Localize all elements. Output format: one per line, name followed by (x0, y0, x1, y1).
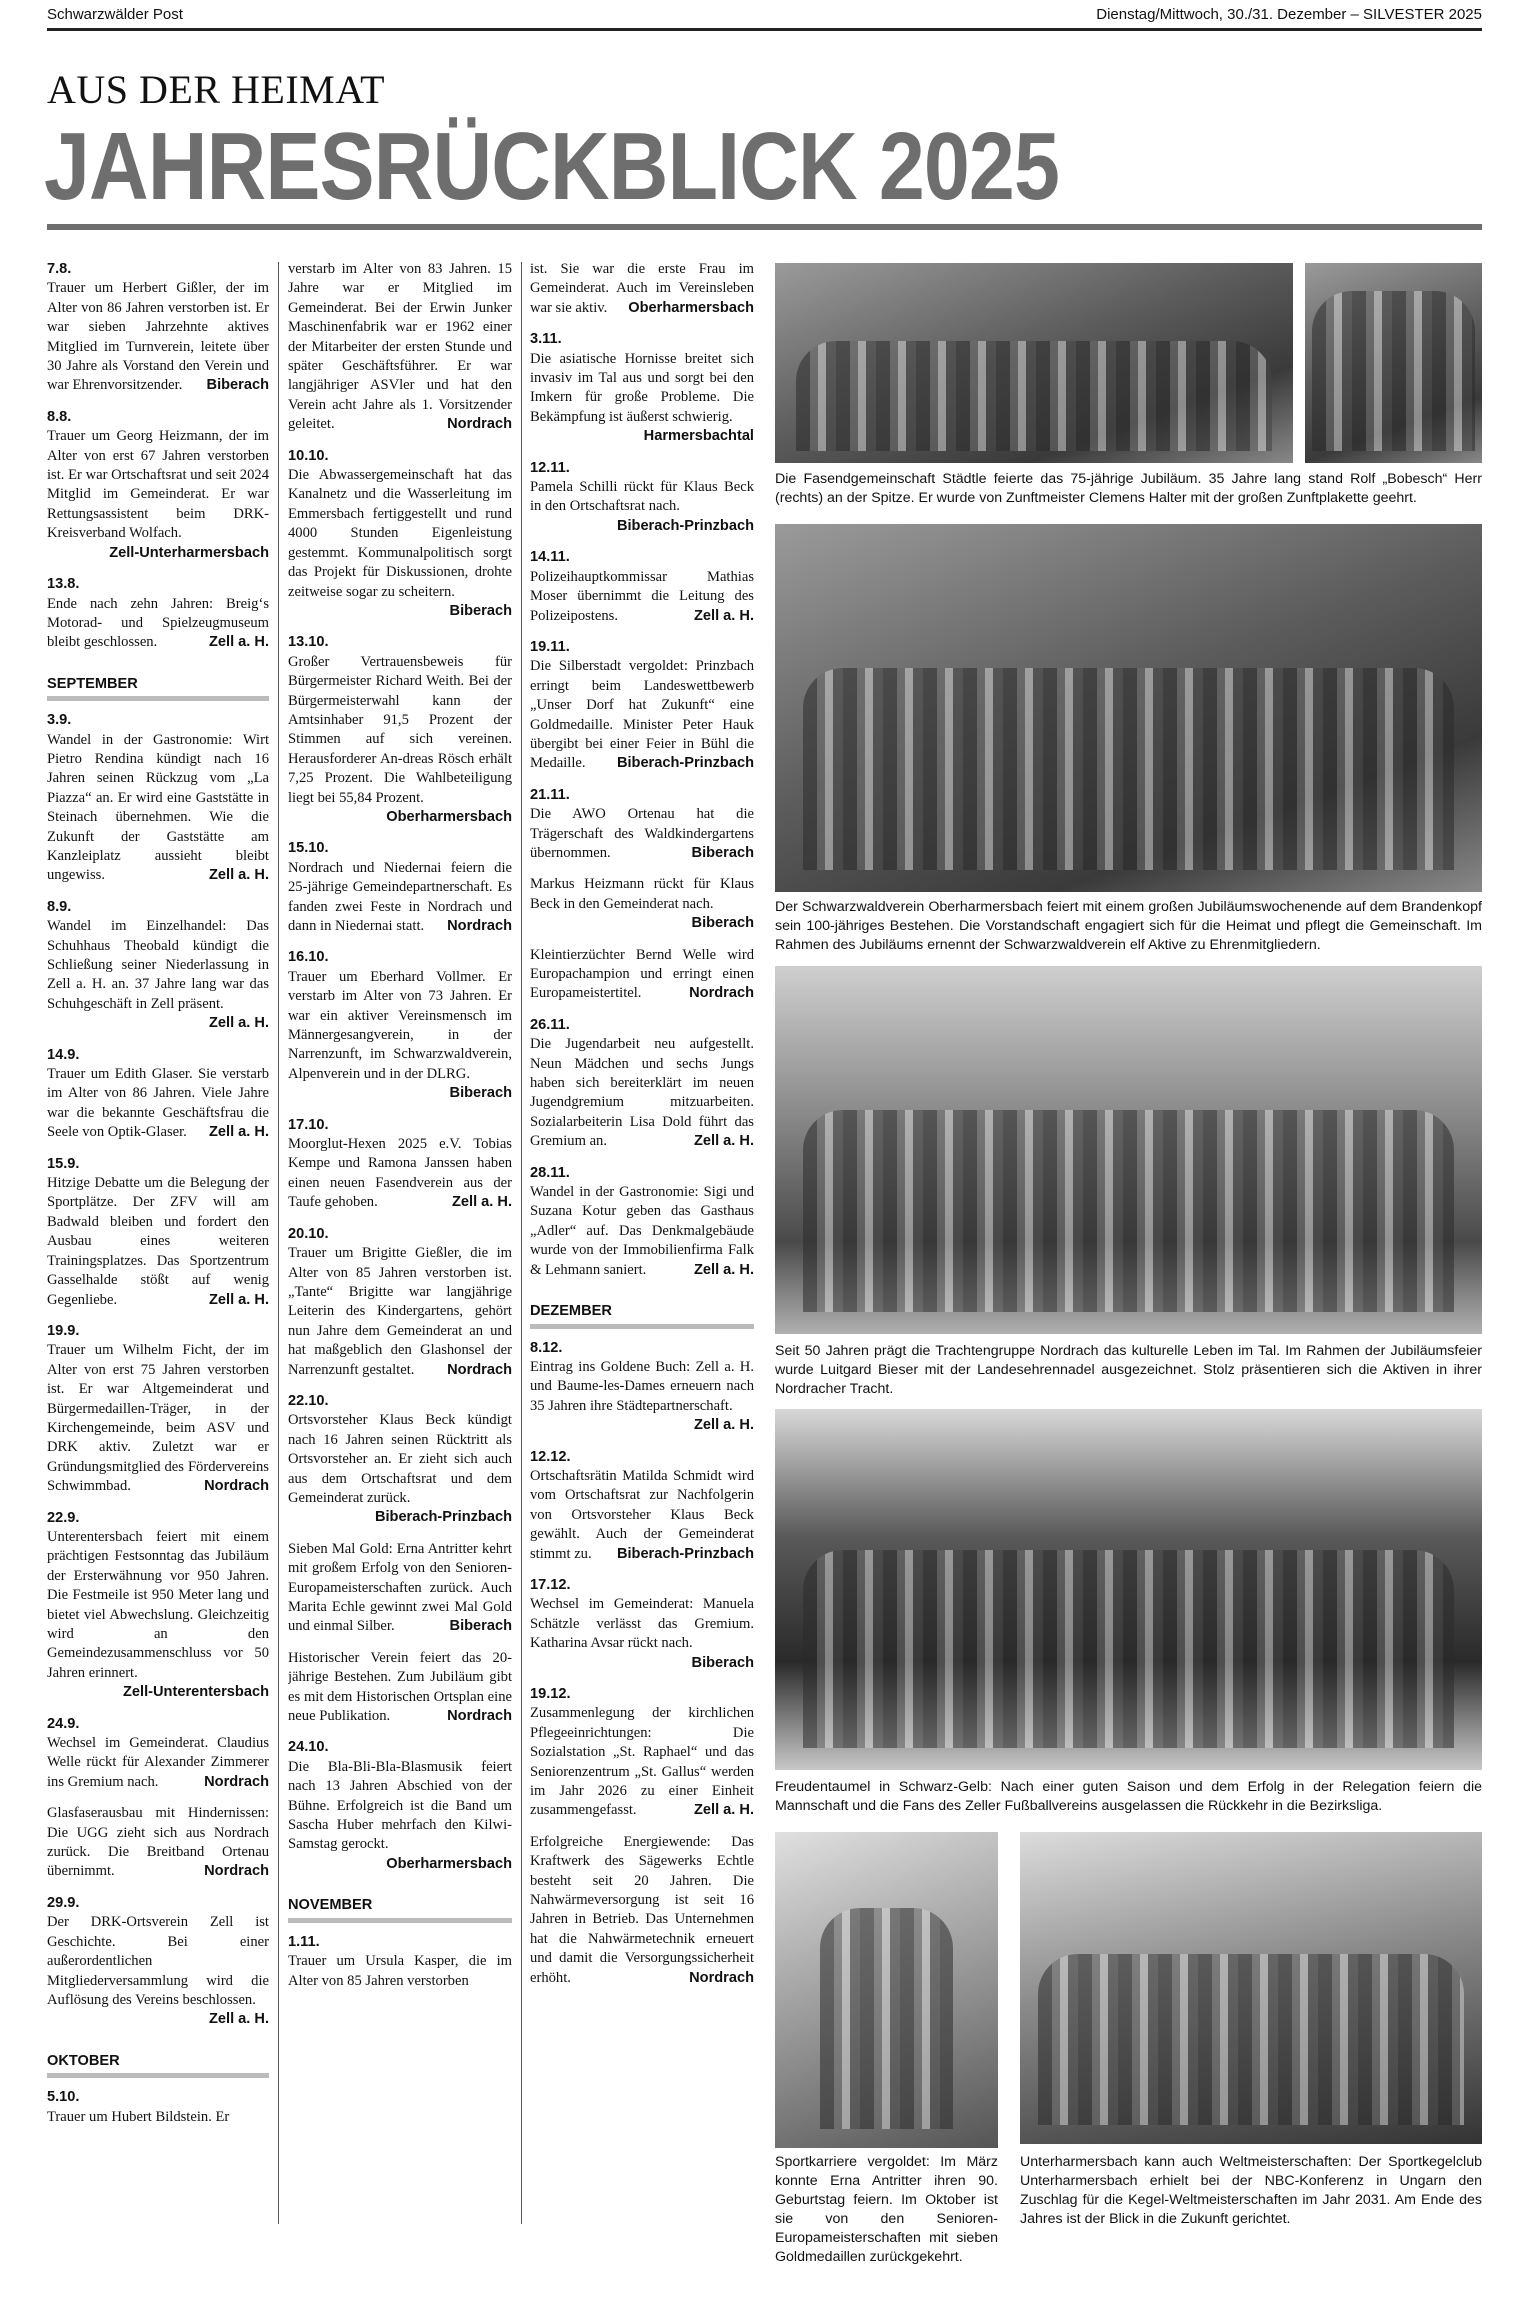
month-heading: SEPTEMBER (47, 675, 269, 701)
news-entry (47, 1509, 269, 1703)
news-entry (530, 260, 754, 318)
entry-place: Biberach (691, 915, 754, 932)
entry-text: Trauer um Hubert Bildstein. Er (47, 2108, 230, 2125)
caption-tracht: Seit 50 Jahren prägt die Trachtengruppe Nordrach das kulturelle Leben im Tal. Im Rahmen der Jubiläumsfeier wurde Luitgard Bieser mit der Landesehrennadel ausgezeichnet. Stolz präsentieren sich die Aktiven in ihrer Nordracher Tracht. (775, 1343, 1482, 1397)
entry-text: Trauer um Wilhelm Ficht, der im Alter von erst 75 Jahren verstorben ist. Er war Altgemeinderat und Bürgermedaillen-Träger, in der Kirchengemeinde, beim ASV und DRK aktiv. Zuletzt war er Gründungsmitglied des Fördervereins Schwimmbad. (47, 1342, 269, 1495)
caption-kegel: Unterharmersbach kann auch Weltmeisterschaften: Der Sportkegelclub Unterharmersbach erhielt bei der NBC-Konferenz in Ungarn den Zuschlag für die Kegel-Weltmeisterschaften im Jahr 2031. Am Ende des Jahres ist der Blick in die Zukunft gerichtet. (1020, 2154, 1482, 2227)
entry-place: Harmersbachtal (643, 428, 754, 445)
photo-trachtengruppe (775, 966, 1482, 1334)
photo-kegelclub (1020, 1832, 1482, 2144)
entry-date: 14.11. (530, 549, 570, 566)
entry-date: 12.11. (530, 459, 570, 476)
news-entry (47, 1322, 269, 1497)
entry-text: Trauer um Eberhard Vollmer. Er verstarb im Alter von 73 Jahren. Er war ein aktiver Vereinsmensch im Männergesangverein, in der Narrenzunft, im Schwarzwaldverein, Alpenverein und in der DLRG. (288, 968, 512, 1082)
text-column-2 (288, 260, 512, 2225)
entry-text: Wandel im Einzelhandel: Das Schuhhaus Theobald kündigt die Schließung seiner Niederlassung in Zell a. H. an. 37 Jahre lang war das Schuhgeschäft in Zell präsent. (47, 918, 269, 1012)
news-entry (47, 1894, 269, 2030)
photo-rolf-herr (1305, 263, 1482, 463)
news-entry (530, 875, 754, 933)
news-entry (47, 1715, 269, 1793)
entry-date: 1.11. (288, 1933, 320, 1950)
entry-date: 26.11. (530, 1016, 570, 1033)
entry-place: Zell a. H. (208, 2011, 269, 2028)
page-header (47, 6, 1482, 31)
entry-text: Trauer um Edith Glaser. Sie verstarb im Alter von 86 Jahren. Viele Jahre war die bekannte Geschäftsfrau die Seele von Optik-Glaser. (47, 1066, 269, 1141)
entry-place: Nordrach (447, 1361, 512, 1378)
entry-date: 28.11. (530, 1164, 570, 1181)
entry-text: Die Silberstadt vergoldet: Prinzbach erringt beim Landeswettbewerb „Unser Dorf hat Zukunft“ eine Goldmedaille. Minister Peter Hauk übergibt bei einer Feier in Bühl die Medaille. (530, 658, 754, 772)
photo-schwarzwaldverein (775, 524, 1482, 892)
news-entry (530, 946, 754, 1004)
news-entry (530, 548, 754, 626)
entry-place: Oberharmersbach (386, 1855, 512, 1872)
caption-fasend: Die Fasendgemeinschaft Städtle feierte das 75-jährige Jubiläum. 35 Jahre lang stand Rolf „Bobesch“ Herr (rechts) an der Spitze. Er wurde von Zunftmeister Clemens Halter mit der großen Zunftplakette geehrt. (775, 471, 1482, 506)
entry-text: Unterentersbach feiert mit einem prächtigen Festsonntag das Jubiläum der Ersterwähnung vor 950 Jahren. Die Festmeile ist 950 Meter lang und bietet viel Abwechslung. Gleichzeitig wird an den Gemeindezusammenschluss vor 50 Jahren erinnert. (47, 1528, 269, 1681)
entry-date: 13.10. (288, 634, 329, 651)
entry-place: Nordrach (204, 1773, 269, 1790)
column-divider (278, 262, 279, 2224)
entry-date: 21.11. (530, 786, 570, 803)
entry-place: Biberach (691, 1654, 754, 1671)
news-entry (288, 1225, 512, 1380)
entry-date: 16.10. (288, 949, 329, 966)
news-entry (47, 898, 269, 1034)
entry-place: Nordrach (204, 1863, 269, 1880)
entry-place: Biberach-Prinzbach (616, 517, 754, 534)
entry-place: Biberach (449, 1085, 512, 1102)
caption-fussball: Freudentaumel in Schwarz-Gelb: Nach einer guten Saison und dem Erfolg in der Relegation feiern die Mannschaft und die Fans des Zeller Fußballvereins ausgelassen die Rückkehr in die Bezirksliga. (775, 1779, 1482, 1814)
entry-text: Eintrag ins Goldene Buch: Zell a. H. und Baume-les-Dames erneuern nach 35 Jahren ihre Städtepartnerschaft. (530, 1358, 754, 1414)
entry-text: Der DRK-Ortsverein Zell ist Geschichte. Bei einer außerordentlichen Mitgliederversammlung wird die Auflösung des Vereins beschlossen. (47, 1914, 269, 2008)
news-entry (530, 1685, 754, 1821)
entry-place: Zell a. H. (451, 1194, 512, 1211)
news-entry (47, 260, 269, 396)
entry-place: Zell a. H. (693, 1417, 754, 1434)
news-entry (530, 1016, 754, 1152)
text-column-1 (47, 260, 269, 2225)
caption-antritter: Sportkarriere vergoldet: Im März konnte Erna Antritter ihren 90. Geburtstag feiern. Im Oktober ist sie von den Senioren-Europameisterschaften mit sieben Goldmedaillen zurückgekehrt. (775, 2154, 998, 2265)
entry-date: 24.9. (47, 1715, 80, 1732)
entry-date: 19.12. (530, 1686, 571, 1702)
entry-date: 12.12. (530, 1448, 571, 1465)
entry-date: 17.12. (530, 1576, 571, 1593)
entry-text: Moorglut-Hexen 2025 e.V. Tobias Kempe und Ramona Janssen haben einen neuen Fasendverein aus der Taufe gehoben. (288, 1136, 512, 1211)
entry-date: 20.10. (288, 1225, 329, 1242)
entry-text: Trauer um Herbert Gißler, der im Alter von 86 Jahren verstorben ist. Er war sieben Jahrzehnte aktives Mitglied im Turnverein, leitete über 30 Jahre als Vorstand den Verein und war Ehrenvorsitzender. (47, 280, 269, 394)
entry-text: Pamela Schilli rückt für Klaus Beck in den Ortschaftsrat nach. (530, 479, 754, 515)
entry-text: verstarb im Alter von 83 Jahren. 15 Jahre war er Mitglied im Gemeinderat. Bei der Erwin Junker Maschinenfabrik war er 1962 einer der Mitarbeiter der ersten Stunde und später Geschäftsführer. Er war langjähriger ASVler und hat den Verein acht Jahre als 1. Vorsitzender geleitet. (288, 261, 512, 433)
page-title: JAHRESRÜCKBLICK 2025 (44, 113, 1060, 220)
entry-place: Biberach-Prinzbach (616, 1545, 754, 1562)
news-entry (288, 447, 512, 622)
entry-date: 7.8. (47, 261, 72, 277)
entry-place: Nordrach (204, 1478, 269, 1495)
entry-text: Trauer um Georg Heizmann, der im Alter von erst 67 Jahren verstorben ist. Er war Ortschaftsrat und seit 2024 Mitglid im Gemeinderat. Er war Rettungsassistent beim DRK-Kreisverband Wolfach. (47, 428, 269, 542)
entry-text: Kleintierzüchter Bernd Welle wird Europachampion und erringt einen Europameistertitel. (530, 946, 754, 1002)
month-heading: NOVEMBER (288, 1896, 512, 1922)
entry-text: Nordrach und Niedernai feiern die 25-jährige Gemeindepartnerschaft. Es fanden zwei Feste in Nordrach und dann in Niedernai statt. (288, 859, 512, 934)
news-entry (47, 711, 269, 886)
entry-text: Die Jugendarbeit neu aufgestellt. Neun Mädchen und sechs Jungs haben sich bereiterklärt im neuen Jugendgremium mitzuarbeiten. Sozialarbeiterin Lisa Dold führt das Gremium an. (530, 1036, 754, 1150)
photo-fussballverein (775, 1409, 1482, 1770)
entry-text: Trauer um Brigitte Gießler, die im Alter von 85 Jahren verstorben ist. „Tante“ Brigitte war langjährige Leiterin des Kindergartens, gehört nun Jahre dem Gemeinderat an und hat maßgeblich den Glashonsel der Narrenzunft gestaltet. (288, 1245, 512, 1378)
entry-date: 22.9. (47, 1509, 80, 1526)
news-entry (288, 839, 512, 936)
news-entry (47, 1804, 269, 1882)
issue-date: Dienstag/Mittwoch, 30./31. Dezember – SILVESTER 2025 (1096, 6, 1482, 23)
entry-date: 3.9. (47, 712, 72, 729)
entry-text: Zusammenlegung der kirchlichen Pflegeeinrichtungen: Die Sozialstation „St. Raphael“ und das Seniorenzentrum „St. Gallus“ werden im Jahr 2026 zu einer Einheit zusammengefasst. (530, 1705, 754, 1819)
news-entry (288, 1540, 512, 1637)
entry-date: 15.10. (288, 840, 329, 857)
entry-place: Nordrach (447, 918, 512, 934)
news-entry (288, 1649, 512, 1727)
entry-place: Zell a. H. (693, 607, 754, 624)
entry-text: Ortschaftsrätin Matilda Schmidt wird vom Ortschaftsrat zur Nachfolgerin von Ortsvorsteher Klaus Beck gewählt. Auch der Gemeinderat stimmt zu. (530, 1467, 754, 1562)
entry-text: Die Abwassergemeinschaft hat das Kanalnetz und die Wasserleitung im Emmersbach fertiggestellt und rund 4000 Stunden Eigenleistung gestemmt. Kommunalpolitisch sorgt das Projekt für Diskussionen, drohte zeitweise sogar zu scheitern. (288, 467, 512, 600)
entry-date: 14.9. (47, 1046, 80, 1063)
news-entry (530, 459, 754, 537)
entry-place: Oberharmersbach (628, 299, 754, 316)
news-entry (47, 2088, 269, 2127)
title-rule (47, 224, 1482, 230)
entry-place: Nordrach (447, 1708, 512, 1725)
entry-place: Zell-Unterharmersbach (109, 544, 269, 561)
column-divider (521, 262, 522, 2224)
entry-place: Zell a. H. (208, 867, 269, 884)
news-entry (530, 1164, 754, 1280)
entry-place: Biberach (449, 602, 512, 619)
month-heading: DEZEMBER (530, 1302, 754, 1328)
entry-text: Polizeihauptkommissar Mathias Moser übernimmt die Leitung des Polizeipostens. (530, 568, 754, 624)
entry-date: 15.9. (47, 1155, 80, 1172)
entry-place: Nordrach (689, 985, 754, 1002)
entry-place: Biberach (691, 844, 754, 861)
entry-place: Biberach (206, 377, 269, 394)
entry-text: Großer Vertrauensbeweis für Bürgermeister Richard Weith. Bei der Bürgermeisterwahl kann der Amtsinhaber 91,5 Prozent der Stimmen auf sich vereinen. Herausforderer An-dreas Rösch erhält 7,25 Prozent. Die Wahlbeteiligung liegt bei 55,84 Prozent. (288, 653, 512, 806)
entry-date: 19.11. (530, 638, 570, 655)
news-entry (288, 1116, 512, 1213)
news-entry (288, 948, 512, 1103)
entry-text: Glasfaserausbau mit Hindernissen: Die UGG zieht sich aus Nordrach zurück. Die Breitband Ortenau übernimmt. (47, 1805, 269, 1880)
news-entry (288, 633, 512, 827)
news-entry (47, 575, 269, 653)
entry-place: Nordrach (447, 416, 512, 433)
entry-date: 22.10. (288, 1392, 329, 1409)
news-entry (530, 638, 754, 774)
entry-place: Biberach-Prinzbach (616, 755, 754, 772)
entry-place: Nordrach (689, 1969, 754, 1986)
entry-place: Zell a. H. (693, 1261, 754, 1278)
entry-text: Hitzige Debatte um die Belegung der Sportplätze. Der ZFV will am Badwald bleiben und fordert den Ausbau eines weiteren Trainingsplatzes. Das Sportzentrum Gasselhalde stößt auf wenig Gegenliebe. (47, 1175, 269, 1308)
entry-text: Markus Heizmann rückt für Klaus Beck in den Gemeinderat nach. (530, 876, 754, 912)
entry-date: 19.9. (47, 1322, 80, 1339)
entry-place: Oberharmersbach (386, 808, 512, 825)
entry-date: 13.8. (47, 576, 80, 593)
news-entry (530, 1833, 754, 1988)
photo-erna-antritter (775, 1832, 998, 2148)
news-entry (288, 260, 512, 435)
news-entry (530, 1339, 754, 1436)
entry-text: Ende nach zehn Jahren: Breig‘s Motorad- und Spielzeugmuseum bleibt geschlossen. (47, 595, 269, 651)
text-column-3 (530, 260, 754, 2225)
news-entry (530, 1576, 754, 1673)
entry-place: Zell a. H. (693, 1802, 754, 1819)
entry-date: 3.11. (530, 331, 562, 348)
entry-text: Die AWO Ortenau hat die Trägerschaft des Waldkindergartens übernommen. (530, 806, 754, 861)
entry-place: Zell a. H. (208, 1124, 269, 1141)
entry-text: Wechsel im Gemeinderat: Manuela Schätzle verlässt das Gremium. Katharina Avsar rückt nach. (530, 1596, 754, 1652)
entry-date: 17.10. (288, 1116, 329, 1133)
news-entry (530, 786, 754, 864)
month-heading: OKTOBER (47, 2052, 269, 2078)
entry-text: Wandel in der Gastronomie: Wirt Pietro Rendina kündigt nach 16 Jahren seinen Rückzug vom „La Piazza“ an. Er wird eine Gaststätte in Steinach übernehmen. Wie die Zukunft der Gaststätte am Kanzleiplatz aussieht bleibt ungewiss. (47, 731, 269, 884)
entry-date: 10.10. (288, 447, 329, 464)
entry-text: Historischer Verein feiert das 20-jährige Bestehen. Zum Jubiläum gibt es mit dem Historischen Ortsplan eine neue Publikation. (288, 1649, 512, 1725)
entry-date: 24.10. (288, 1739, 329, 1756)
entry-place: Zell a. H. (208, 634, 269, 651)
entry-text: Trauer um Ursula Kasper, die im Alter von 85 Jahren verstorben (288, 1953, 512, 1989)
news-entry (47, 408, 269, 563)
section-kicker: AUS DER HEIMAT (47, 67, 386, 112)
photo-fasendgemeinschaft (775, 263, 1293, 463)
entry-text: Sieben Mal Gold: Erna Antritter kehrt mit großem Erfolg von den Senioren-Europameisterschaften zurück. Auch Marita Echle gewinnt zwei Mal Gold und einmal Silber. (288, 1540, 512, 1635)
news-entry (530, 330, 754, 446)
entry-text: Wandel in der Gastronomie: Sigi und Suzana Kotur geben das Gasthaus „Adler“ auf. Das Denkmalgebäude wurde von der Immobilienfirma Falk & Lehmann saniert. (530, 1184, 754, 1278)
news-entry (530, 1448, 754, 1564)
entry-place: Zell a. H. (693, 1133, 754, 1150)
entry-date: 8.12. (530, 1339, 563, 1356)
entry-text: Wechsel im Gemeinderat. Claudius Welle rückt für Alexander Zimmerer ins Gremium nach. (47, 1735, 269, 1790)
news-entry (47, 1155, 269, 1310)
entry-date: 8.8. (47, 408, 72, 425)
entry-text: Erfolgreiche Energiewende: Das Kraftwerk des Sägewerks Echtle besteht seit 20 Jahren. Die Nahwärmeversorgung ist seit 16 Jahren in Betrieb. Das Unternehmen hat die Nahwärmetechnik erneuert und damit die Versorgungssicherheit erhöht. (530, 1833, 754, 1986)
entry-place: Biberach (449, 1618, 512, 1635)
news-entry (288, 1738, 512, 1874)
entry-place: Biberach-Prinzbach (374, 1509, 512, 1526)
newspaper-name: Schwarzwälder Post (47, 6, 183, 23)
entry-place: Zell a. H. (208, 1291, 269, 1308)
news-entry (288, 1392, 512, 1528)
entry-date: 8.9. (47, 898, 72, 915)
entry-text: ist. Sie war die erste Frau im Gemeinderat. Auch im Vereinsleben war sie aktiv. (530, 261, 754, 316)
news-entry (288, 1933, 512, 1991)
entry-place: Zell-Unterentersbach (123, 1684, 269, 1701)
entry-date: 29.9. (47, 1894, 80, 1911)
entry-text: Die Bla-Bli-Bla-Blasmusik feiert nach 13 Jahren Abschied von der Bühne. Erfolgreich ist die Band um Sascha Huber mehrfach den Kilwi-Samstag gerockt. (288, 1758, 512, 1853)
entry-text: Ortsvorsteher Klaus Beck kündigt nach 16 Jahren seinen Rücktritt als Ortsvorsteher an. Er zieht sich auch aus dem Ortschaftsrat und dem Gemeinderat zurück. (288, 1412, 512, 1506)
entry-text: Die asiatische Hornisse breitet sich invasiv im Tal aus und sorgt bei den Imkern für große Probleme. Die Bekämpfung ist äußerst schwierig. (530, 350, 754, 425)
entry-place: Zell a. H. (208, 1015, 269, 1032)
caption-schwarzwaldverein: Der Schwarzwaldverein Oberharmersbach feiert mit einem großen Jubiläumswochenende auf dem Brandenkopf sein 100-jähriges Bestehen. Die Vorstandschaft engagiert sich für die Heimat und pflegt die Gemeinschaft. Im Rahmen des Jubiläums ernennt der Schwarzwaldverein elf Aktive zu Ehrenmitgliedern. (775, 899, 1482, 953)
news-entry (47, 1046, 269, 1143)
entry-date: 5.10. (47, 2089, 80, 2106)
